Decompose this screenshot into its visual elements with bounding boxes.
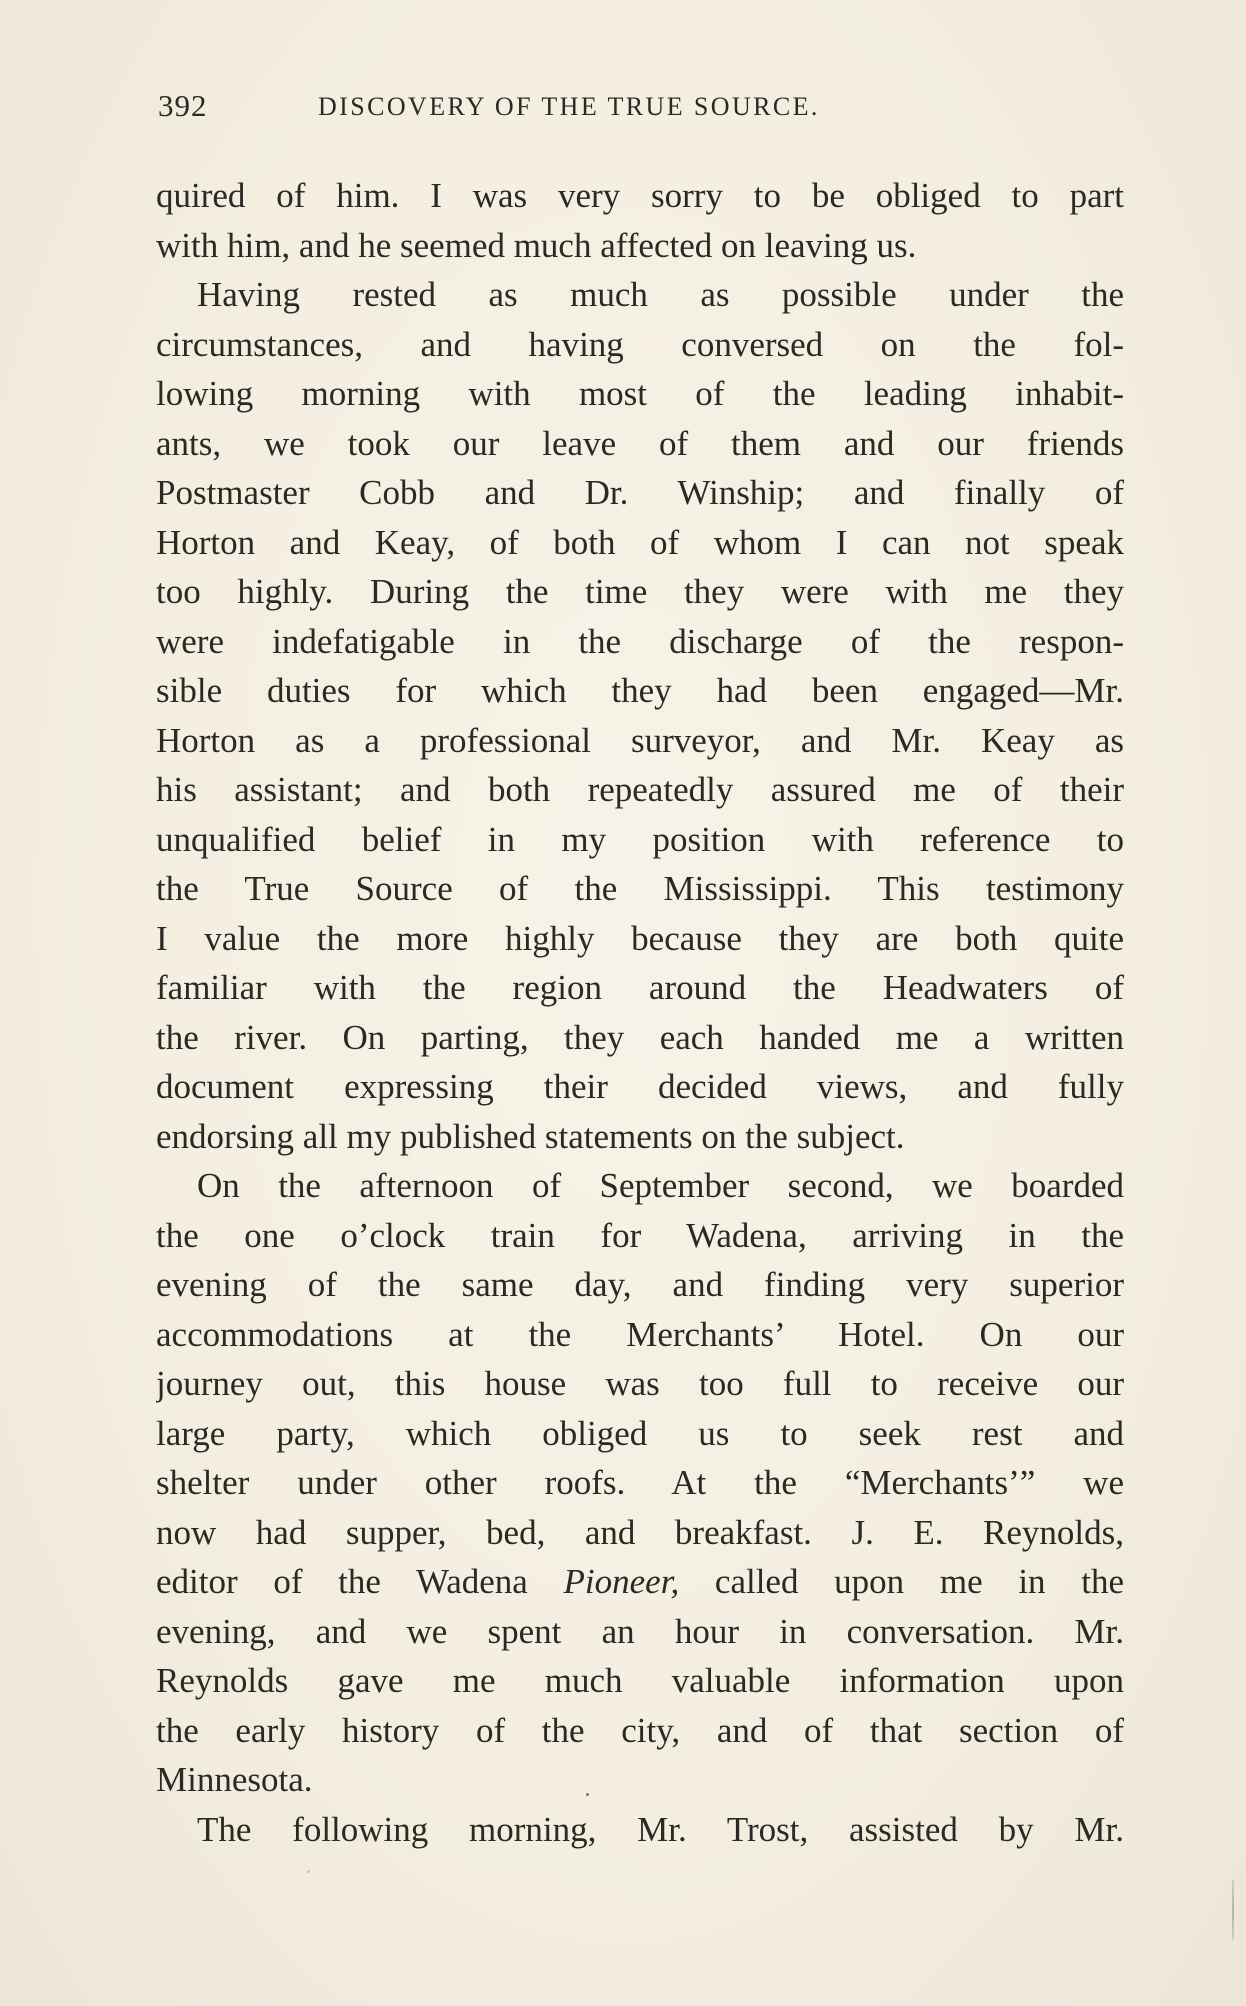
text-line: evening of the same day, and finding very superior	[156, 1265, 1124, 1304]
text-line: circumstances, and having conversed on the fol-	[156, 324, 1124, 364]
text-line: Postmaster Cobb and Dr. Winship; and finally of	[156, 473, 1124, 512]
text-line: Horton as a professional surveyor, and Mr. Keay as	[156, 720, 1124, 760]
paragraph-start-line: On the afternoon of September second, we boarded	[197, 1166, 1124, 1205]
text-line: I value the more highly because they are both quite	[156, 918, 1124, 958]
text-line: the river. On parting, they each handed me a written	[156, 1017, 1124, 1057]
text-line: lowing morning with most of the leading inhabit-	[156, 374, 1124, 413]
text-line: were indefatigable in the discharge of the respon-	[156, 621, 1124, 661]
line-start: editor of the Wadena	[156, 1562, 564, 1601]
page-number: 392	[158, 88, 208, 123]
page-edge-mark	[1232, 1880, 1234, 1940]
paragraph-start-line: The following morning, Mr. Trost, assisted by Mr.	[197, 1809, 1124, 1849]
text-line: the early history of the city, and of that section of	[156, 1710, 1124, 1750]
text-line: the True Source of the Mississippi. This testimony	[156, 869, 1124, 908]
running-title: DISCOVERY OF THE TRUE SOURCE.	[318, 92, 820, 121]
line-end: called upon me in the	[679, 1562, 1124, 1601]
text-line: journey out, this house was too full to receive our	[156, 1364, 1124, 1403]
running-head	[158, 88, 1118, 128]
body-text	[156, 171, 1124, 1854]
text-line: shelter under other roofs. At the “Merchants’” we	[156, 1463, 1124, 1502]
paragraph-start-line: Having rested as much as possible under the	[197, 275, 1124, 314]
text-line: quired of him. I was very sorry to be obliged to part	[156, 176, 1124, 215]
text-line-with-italic	[156, 1557, 1124, 1607]
text-line: familiar with the region around the Headwaters of	[156, 968, 1124, 1007]
text-line: sible duties for which they had been engaged—Mr.	[156, 671, 1124, 710]
text-line: with him, and he seemed much affected on leaving us.	[156, 225, 917, 265]
ink-speck	[307, 1870, 310, 1873]
text-line: ants, we took our leave of them and our friends	[156, 423, 1124, 463]
text-line: now had supper, bed, and breakfast. J. E. Reynolds,	[156, 1512, 1124, 1552]
text-line: Minnesota.	[156, 1760, 313, 1799]
text-line: Horton and Keay, of both of whom I can not speak	[156, 522, 1124, 562]
text-line: evening, and we spent an hour in conversation. Mr.	[156, 1611, 1124, 1651]
text-line: accommodations at the Merchants’ Hotel. On our	[156, 1314, 1124, 1354]
text-line: too highly. During the time they were with me they	[156, 572, 1124, 611]
text-line: the one o’clock train for Wadena, arriving in the	[156, 1215, 1124, 1255]
italic-newspaper-name: Pioneer,	[563, 1562, 680, 1601]
text-line: large party, which obliged us to seek rest and	[156, 1413, 1124, 1453]
text-line: Reynolds gave me much valuable information upon	[156, 1661, 1124, 1700]
text-line: endorsing all my published statements on the subject.	[156, 1116, 905, 1156]
text-line: unqualified belief in my position with reference to	[156, 819, 1124, 859]
text-line: document expressing their decided views, and fully	[156, 1067, 1124, 1106]
ink-speck	[586, 1793, 589, 1796]
text-line: his assistant; and both repeatedly assured me of their	[156, 770, 1124, 809]
